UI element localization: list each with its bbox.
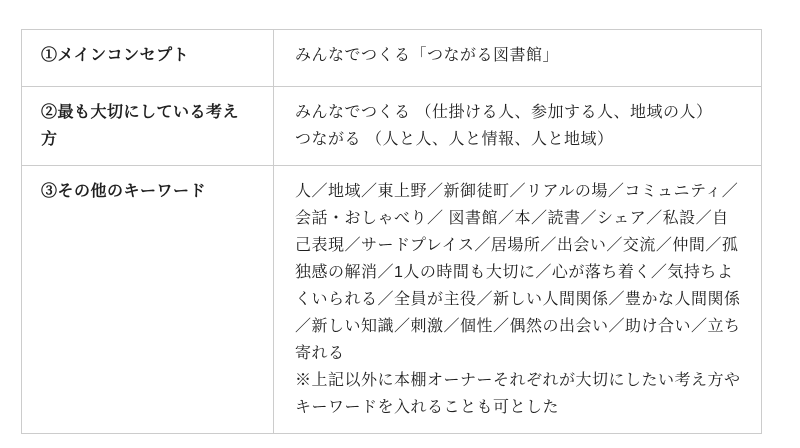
table-row-other-keywords — [22, 166, 762, 434]
table-row-key-values — [22, 87, 762, 166]
row-label-main-concept: ①メインコンセプト — [22, 30, 274, 87]
row-content-main-concept — [274, 30, 762, 87]
row-content-other-keywords — [274, 166, 762, 434]
row-label-key-values: ②最も大切にしている考え方 — [22, 87, 274, 166]
page — [0, 29, 800, 448]
content-line-note: ※上記以外に本棚オーナーそれぞれが大切にしたい考え方やキーワードを入れることも可とした — [295, 372, 741, 416]
table-row-main-concept — [22, 30, 762, 87]
concept-table — [21, 29, 762, 434]
content-line: みんなでつくる （仕掛ける人、参加する人、地域の人） — [295, 104, 713, 121]
row-content-key-values — [274, 87, 762, 166]
content-line: みんなでつくる「つながる図書館」 — [295, 47, 560, 64]
row-label-other-keywords: ③その他のキーワード — [22, 166, 274, 434]
content-line-keywords: 人／地域／東上野／新御徒町／リアルの場／コミュニティ／会話・おしゃべり／ 図書館／本／読書／シェア／私設／自己表現／サードプレイス／居場所／出会い／交流／仲間／孤独感の解消／1人の時間も大切に／心が落ち着く／気持ちよくいられる／全員が主役／新しい人間関係／豊かな人間関係／新しい知識／刺激／個性／偶然の出会い／助け合い／立ち寄れる — [295, 183, 741, 362]
content-line: つながる （人と人、人と情報、人と地域） — [295, 131, 614, 148]
